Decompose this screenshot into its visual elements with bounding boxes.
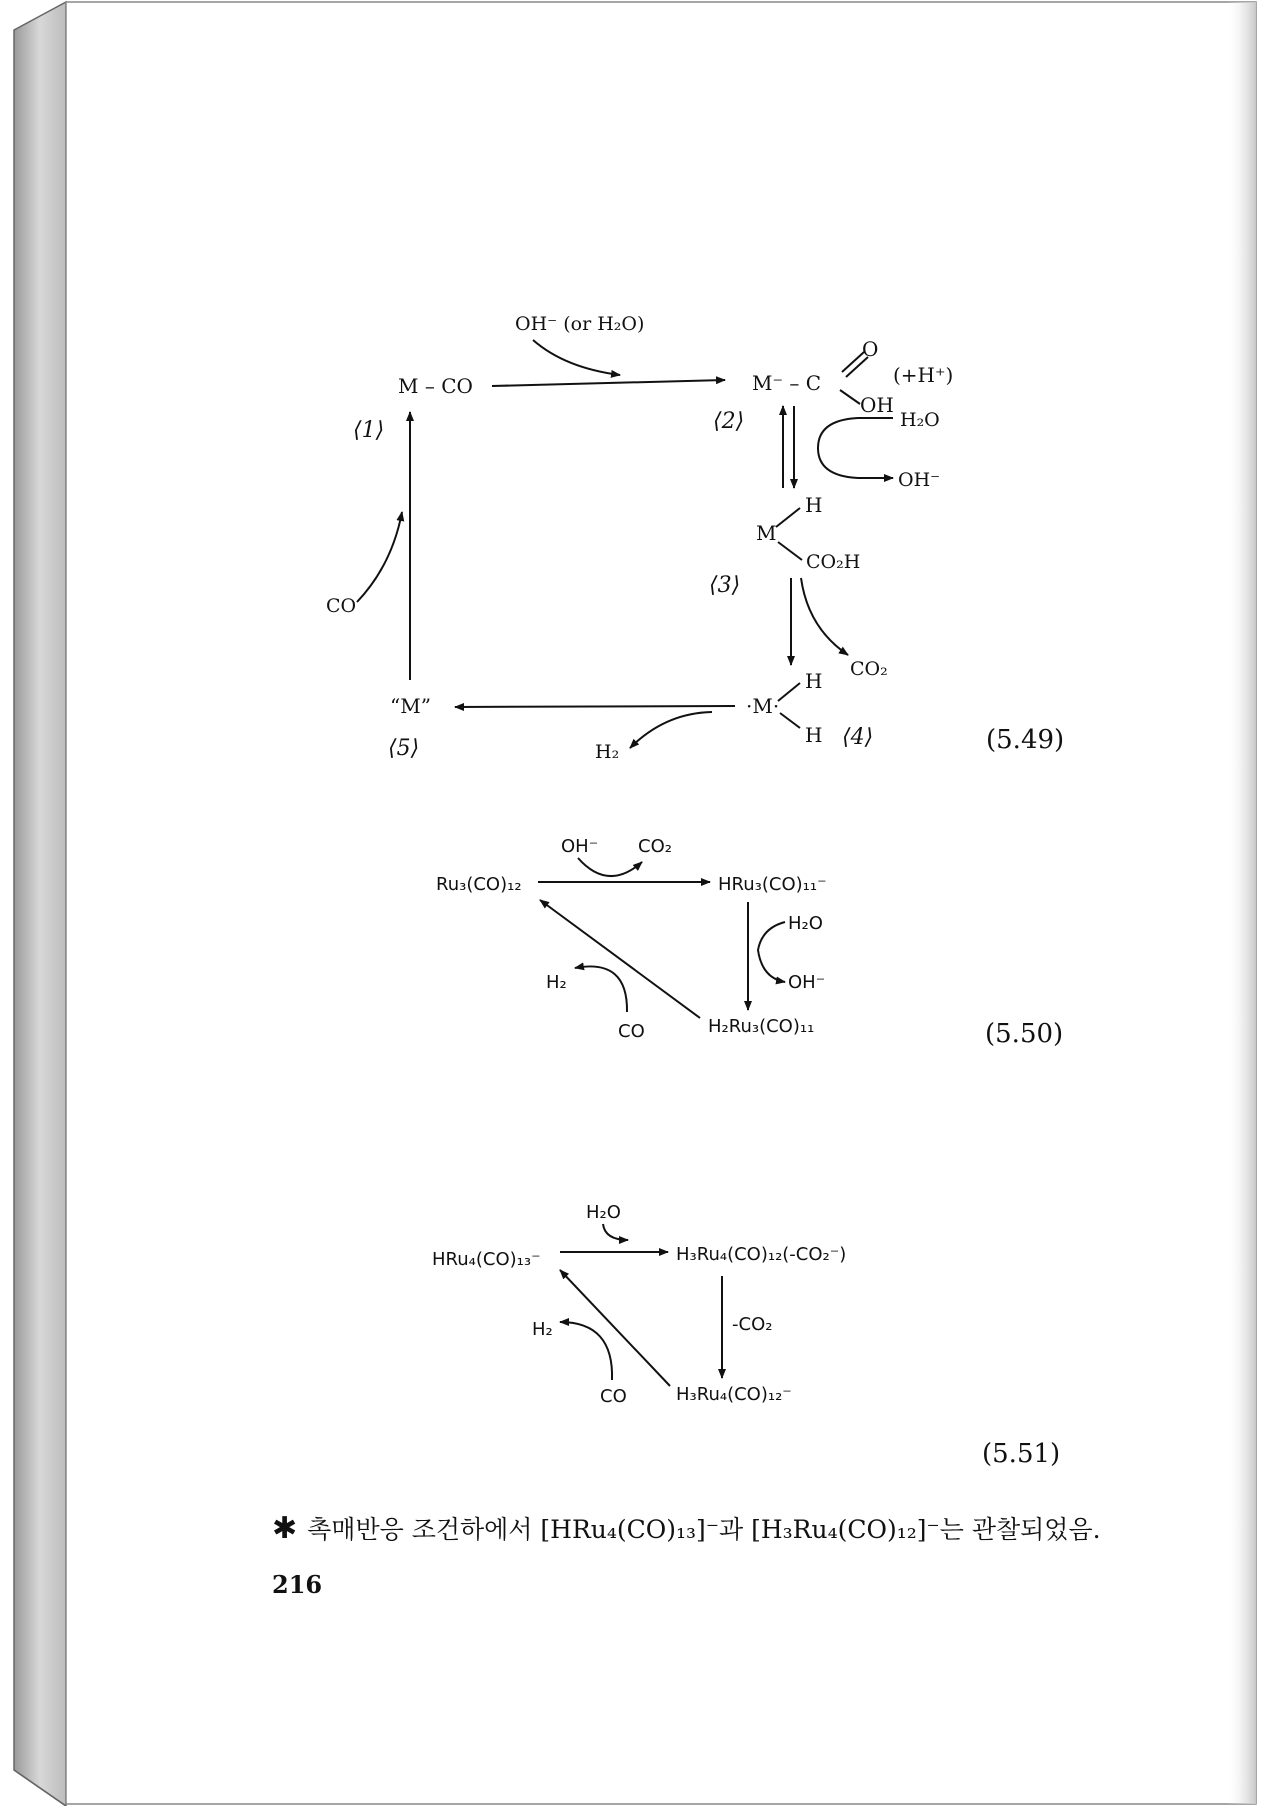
loop-oh-minus: OH⁻ bbox=[898, 469, 941, 491]
species-hru3co11: HRu₃(CO)₁₁⁻ bbox=[718, 874, 827, 895]
equation-number-5-51: (5.51) bbox=[982, 1439, 1061, 1469]
species-ru3co12: Ru₃(CO)₁₂ bbox=[436, 874, 522, 895]
species-4-h-top: H bbox=[805, 669, 823, 693]
reagent-h2o: H₂O bbox=[788, 913, 823, 934]
equation-number-5-50: (5.50) bbox=[985, 1019, 1064, 1049]
label-3: ⟨3⟩ bbox=[709, 573, 741, 598]
co-in: CO bbox=[326, 595, 357, 617]
species-h2ru3co11: H₂Ru₃(CO)₁₁ bbox=[708, 1016, 815, 1037]
label-2: ⟨2⟩ bbox=[713, 409, 745, 434]
label-4: ⟨4⟩ bbox=[842, 725, 874, 750]
species-4-h-bottom: H bbox=[805, 723, 823, 747]
species-5-m: “M” bbox=[390, 694, 431, 718]
species-h3ru4co12: H₃Ru₄(CO)₁₂⁻ bbox=[676, 1384, 792, 1405]
asterisk-icon: ✱ bbox=[272, 1511, 298, 1546]
h2-out: H₂ bbox=[595, 741, 620, 763]
h2-released-551: H₂ bbox=[532, 1319, 553, 1340]
product-oh-minus: OH⁻ bbox=[788, 972, 826, 993]
co-added-551: CO bbox=[600, 1386, 627, 1407]
label-1: ⟨1⟩ bbox=[353, 418, 385, 443]
product-co2: CO₂ bbox=[638, 836, 672, 857]
footnote bbox=[272, 1510, 1101, 1546]
co2-out: CO₂ bbox=[850, 658, 888, 680]
species-3-m: M bbox=[756, 521, 777, 545]
species-hru4co13: HRu₄(CO)₁₃⁻ bbox=[432, 1249, 541, 1270]
reagent-oh-or-h2o: OH⁻ (or H₂O) bbox=[515, 313, 645, 335]
equation-number-5-49: (5.49) bbox=[986, 725, 1065, 755]
species-3-h: H bbox=[805, 493, 823, 517]
carboxyl-oh: OH bbox=[860, 393, 894, 417]
carboxyl-oxygen: O bbox=[862, 337, 879, 361]
page-number: 216 bbox=[272, 1570, 323, 1599]
arrow-4-to-5 bbox=[455, 706, 735, 707]
loop-h2o: H₂O bbox=[900, 409, 940, 431]
reagent-h2o-551: H₂O bbox=[586, 1202, 621, 1223]
species-3-co2h: CO₂H bbox=[806, 551, 861, 573]
h2-released: H₂ bbox=[546, 972, 567, 993]
reagent-oh-minus: OH⁻ bbox=[561, 836, 599, 857]
label-5: ⟨5⟩ bbox=[388, 736, 420, 761]
page-edge-shadow bbox=[1226, 2, 1256, 1804]
footnote-text: 촉매반응 조건하에서 [HRu₄(CO)₁₃]⁻과 [H₃Ru₄(CO)₁₂]⁻는 관찰되었음. bbox=[307, 1515, 1101, 1544]
co-added: CO bbox=[618, 1021, 645, 1042]
species-m-minus-c: M⁻ – C bbox=[752, 371, 822, 395]
species-4-m: ·M· bbox=[746, 694, 780, 718]
book-spine bbox=[14, 2, 66, 1806]
species-h3ru4co12-co2: H₃Ru₄(CO)₁₂(-CO₂⁻) bbox=[676, 1244, 847, 1265]
minus-co2-label: -CO₂ bbox=[732, 1314, 773, 1335]
plus-h-ion: (+H⁺) bbox=[893, 363, 954, 387]
species-m-co: M – CO bbox=[398, 374, 473, 398]
